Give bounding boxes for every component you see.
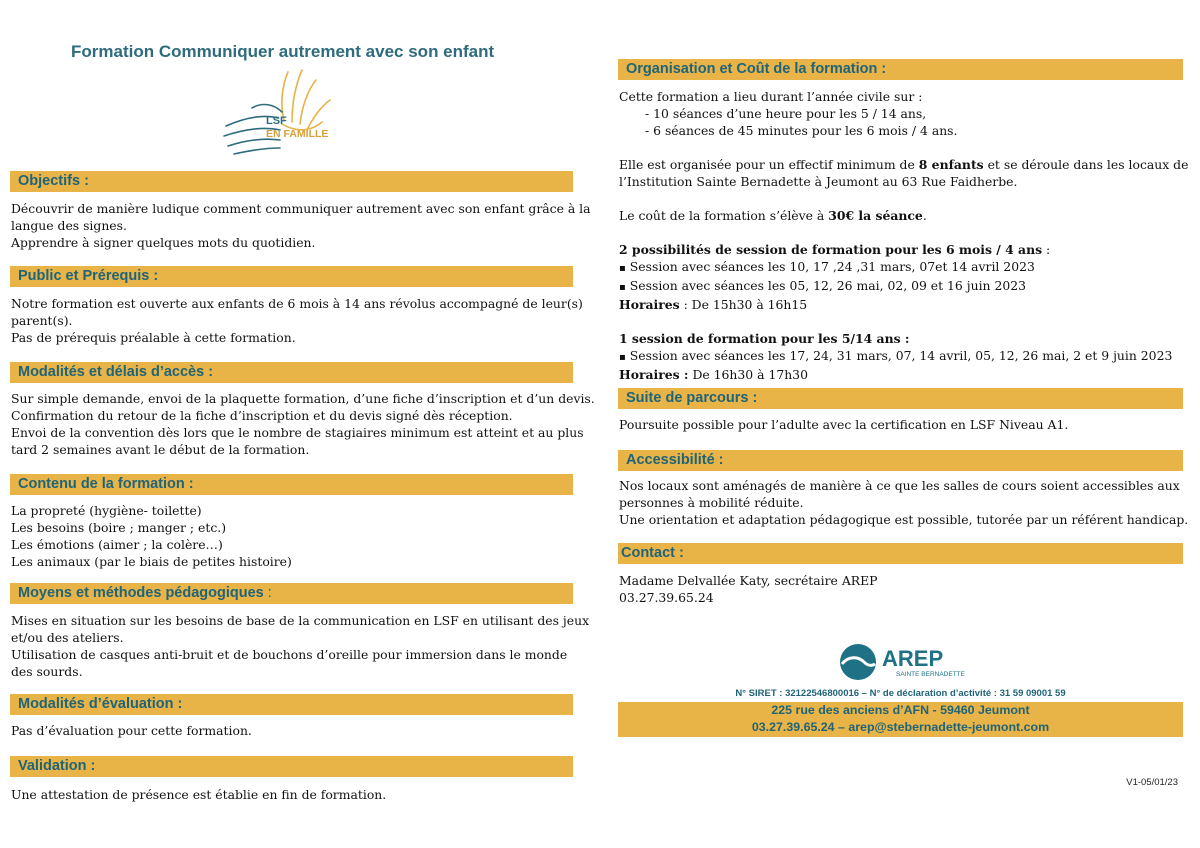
address-block [618, 702, 1183, 737]
text-line: Nos locaux sont aménagés de manière à ce que les salles de cours soient accessibles aux [619, 478, 1180, 493]
wave-circle-icon [840, 644, 876, 680]
text-line: Pas d’évaluation pour cette formation. [11, 723, 252, 738]
text-line: Confirmation du retour de la fiche d’inscription et du devis signé dès réception. [11, 408, 513, 423]
section-body-objectifs [11, 200, 591, 251]
section-title: Validation : [18, 758, 96, 774]
text-line: et/ou des ateliers. [11, 630, 124, 645]
address-line: 225 rue des anciens d’AFN - 59460 Jeumont [771, 703, 1030, 717]
text-line: Apprendre à signer quelques mots du quotidien. [11, 235, 316, 250]
section-header-evaluation [10, 694, 573, 715]
arep-name: AREP [882, 646, 944, 671]
section-body-organisation [619, 88, 1188, 383]
contact-name: Madame Delvallée Katy, secrétaire AREP [619, 573, 878, 588]
section-body-validation [11, 786, 386, 803]
hands-icon [224, 70, 330, 154]
section-body-modalites [11, 390, 595, 458]
text-line: Envoi de la convention dès lors que le nombre de stagiaires minimum est atteint et au plus [11, 425, 584, 440]
session-item: ▪ Session avec séances les 17, 24, 31 mars, 07, 14 avril, 05, 12, 26 mai, 2 et 9 juin 2023 [619, 347, 1188, 366]
section-body-contact [619, 572, 877, 606]
section-title: Contact : [621, 545, 684, 561]
lsf-logo [222, 64, 342, 158]
version-label: V1-05/01/23 [1126, 777, 1178, 788]
section-header-contenu [10, 474, 573, 495]
siret-line: N° SIRET : 32122546800016 – N° de déclaration d’activité : 31 59 09001 59 [735, 688, 1066, 699]
page-title: Formation Communiquer autrement avec son enfant [71, 42, 495, 61]
text-line: Poursuite possible pour l’adulte avec la certification en LSF Niveau A1. [619, 417, 1069, 432]
section-body-contenu [11, 502, 292, 570]
section-title: Public et Prérequis : [18, 268, 159, 284]
text-line: Les animaux (par le biais de petites histoire) [11, 554, 292, 569]
text-line: Elle est organisée pour un effectif minimum de 8 enfants et se déroule dans les locaux de [619, 157, 1189, 172]
arep-sub: SAINTE BERNADETTE [896, 671, 965, 678]
section-title: Organisation et Coût de la formation : [626, 61, 887, 77]
horaires-line: Horaires : De 16h30 à 17h30 [619, 367, 808, 382]
sessions-title: 1 session de formation pour les 5/14 ans : [619, 331, 910, 346]
section-title: Contenu de la formation : [18, 476, 194, 492]
section-title: Moyens et méthodes pédagogiques [18, 585, 264, 601]
section-body-public [11, 295, 583, 346]
list-item: - 6 séances de 45 minutes pour les 6 mois / 4 ans. [645, 123, 958, 138]
contact-phone: 03.27.39.65.24 [619, 590, 714, 605]
section-header-public [10, 266, 573, 287]
section-body-accessibilite [619, 477, 1188, 528]
section-header-modalites [10, 362, 573, 383]
text-line: La propreté (hygiène- toilette) [11, 503, 202, 518]
section-header-moyens [10, 583, 573, 604]
sessions-title: 2 possibilités de session de formation pour les 6 mois / 4 ans : [619, 242, 1051, 257]
arep-logo [838, 642, 968, 682]
text-line: Une attestation de présence est établie en fin de formation. [11, 787, 387, 802]
section-title: Accessibilité : [626, 452, 724, 468]
section-header-contact [618, 543, 1183, 564]
text-line: Une orientation et adaptation pédagogique est possible, tutorée par un référent handicap. [619, 512, 1189, 527]
text-line: Les émotions (aimer ; la colère…) [11, 537, 223, 552]
text-line: tard 2 semaines avant le début de la formation. [11, 442, 310, 457]
list-item: - 10 séances d’une heure pour les 5 / 14 ans, [645, 106, 927, 121]
section-header-suite [618, 388, 1183, 409]
text-line: Pas de prérequis préalable à cette formation. [11, 330, 296, 345]
session-item: ▪ Session avec séances les 10, 17 ,24 ,31 mars, 07et 14 avril 2023 [619, 258, 1188, 277]
contact-line: 03.27.39.65.24 – arep@stebernadette-jeumont.com [751, 720, 1050, 734]
text-line: Les besoins (boire ; manger ; etc.) [11, 520, 227, 535]
section-body-evaluation [11, 722, 252, 739]
section-header-accessibilite [618, 450, 1183, 471]
text-line: personnes à mobilité réduite. [619, 495, 804, 510]
text-line: parent(s). [11, 313, 73, 328]
logo-line2: EN FAMILLE [266, 128, 329, 140]
text-line: langue des signes. [11, 218, 127, 233]
section-title: Suite de parcours : [626, 390, 758, 406]
text-line: Notre formation est ouverte aux enfants de 6 mois à 14 ans révolus accompagné de leur(s) [11, 296, 583, 311]
text-line: Cette formation a lieu durant l’année civile sur : [619, 89, 923, 104]
horaires-line: Horaires : De 15h30 à 16h15 [619, 297, 808, 312]
session-item: ▪ Session avec séances les 05, 12, 26 mai, 02, 09 et 16 juin 2023 [619, 277, 1188, 296]
section-title: Modalités d’évaluation : [18, 696, 183, 712]
section-title-suffix: : [263, 585, 272, 601]
text-line: des sourds. [11, 664, 83, 679]
section-title: Objectifs : [18, 173, 89, 189]
text-line: Mises en situation sur les besoins de base de la communication en LSF en utilisant des jeux [11, 613, 590, 628]
section-header-objectifs [10, 171, 573, 192]
section-header-validation [10, 756, 573, 777]
text-line: Utilisation de casques anti-bruit et de bouchons d’oreille pour immersion dans le monde [11, 647, 568, 662]
section-body-suite [619, 416, 1068, 433]
text-line: Découvrir de manière ludique comment communiquer autrement avec son enfant grâce à la [11, 201, 591, 216]
section-header-organisation [618, 59, 1183, 80]
text-line: l’Institution Sainte Bernadette à Jeumont au 63 Rue Faidherbe. [619, 174, 1018, 189]
text-line: Sur simple demande, envoi de la plaquette formation, d’une fiche d’inscription et d’un devis. [11, 391, 595, 406]
text-line: Le coût de la formation s’élève à 30€ la séance. [619, 208, 927, 223]
section-body-moyens [11, 612, 589, 680]
section-title: Modalités et délais d’accès : [18, 364, 214, 380]
logo-line1: LSF [266, 115, 287, 127]
